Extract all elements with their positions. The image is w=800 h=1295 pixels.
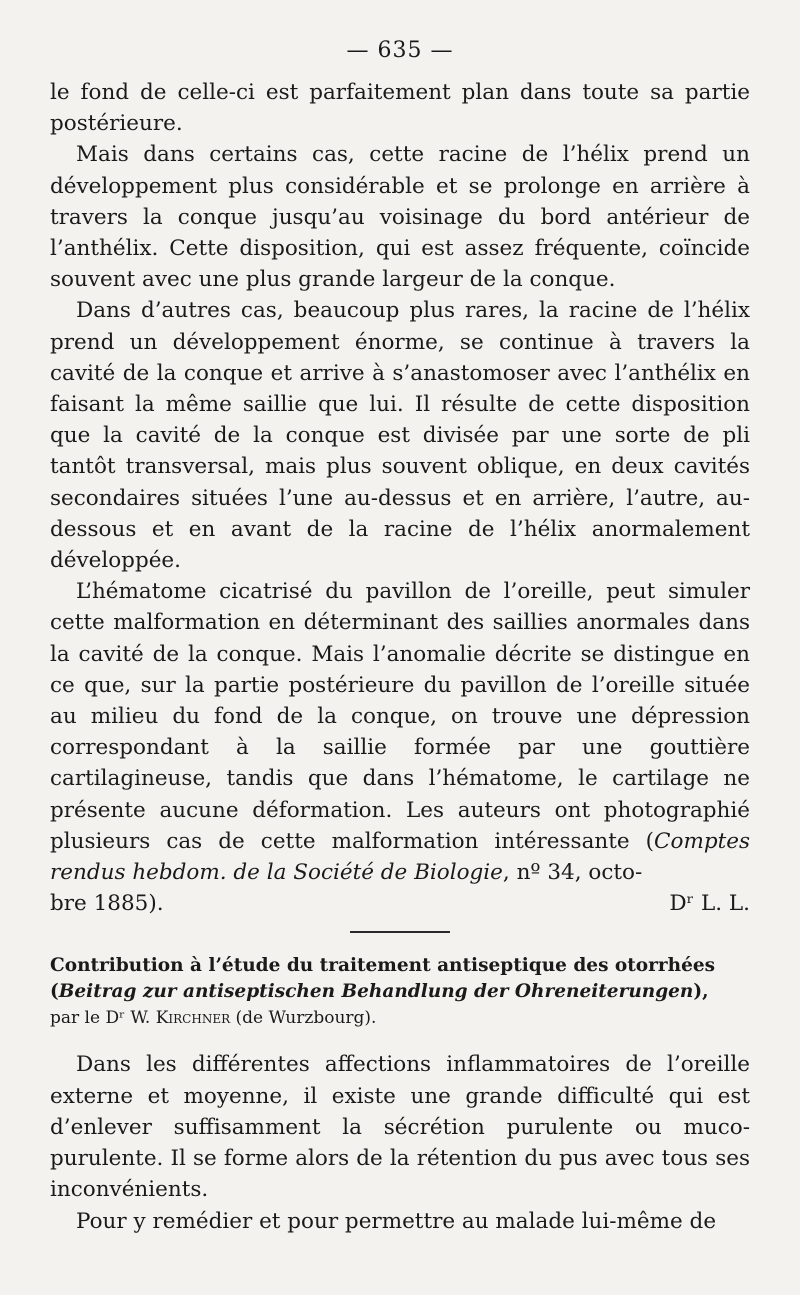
paragraph: Mais dans certains cas, cette racine de l’hélix prend un développement plus considérable et se prolonge en arrière à travers la conque jusqu’au voisinage du bord antérieur de l’anthélix. Cette disposition, qui est assez fréquente, coïncide souvent avec une plus grande largeur de la conque. bbox=[50, 142, 750, 293]
article-body bbox=[50, 1049, 750, 1236]
paragraph: Dans les différentes affections inflammatoires de l’oreille externe et moyenne, il existe une grande difficulté qui est d’enlever suffisamment la sécrétion purulente ou muco-purulente. Il se forme alors de la rétention du pus avec tous ses inconvénients. bbox=[50, 1052, 750, 1203]
article-continuation bbox=[50, 77, 750, 919]
paragraph: Dans d’autres cas, beaucoup plus rares, la racine de l’hélix prend un développement énorme, se continue à travers la cavité de la conque et arrive à s’anastomoser avec l’anthélix en faisant la même saillie que lui. Il résulte de cette disposition que la cavité de la conque est divisée par une sorte de pli tantôt transversal, mais plus souvent oblique, en deux cavités secondaires situées l’une au-dessus et en arrière, l’autre, au-dessous et en avant de la racine de l’hélix anormalement développée. bbox=[50, 298, 750, 574]
byline-author: Kirchner bbox=[155, 1008, 231, 1029]
article-subtitle: Beitrag zur antiseptischen Behandlung der Ohreneiterungen bbox=[58, 981, 694, 1003]
author-signature: Dʳ L. L. bbox=[669, 891, 750, 917]
article-header bbox=[50, 953, 750, 1031]
paragraph: le fond de celle-ci est parfaitement plan dans toute sa partie postérieure. bbox=[50, 80, 750, 137]
citation: Comptes rendus hebdom. de la Société de Biologie bbox=[50, 828, 750, 886]
paragraph: Pour y remédier et pour permettre au malade lui-même de bbox=[76, 1208, 717, 1234]
byline bbox=[50, 1008, 376, 1028]
signature-line bbox=[50, 888, 750, 919]
byline-prefix: par le Dʳ W. bbox=[50, 1008, 156, 1029]
page-number: — 635 — bbox=[346, 38, 454, 63]
subtitle-paren: ), bbox=[693, 981, 709, 1003]
byline-suffix: (de Wurzbourg). bbox=[230, 1008, 377, 1029]
subtitle-paren: ( bbox=[50, 981, 59, 1003]
paragraph-text: L’hématome cicatrisé du pavillon de l’oreille, peut simuler cette malformation en déterminant des saillies anormales dans la cavité de la conque. Mais l’anomalie décrite se distingue en ce que, sur la partie postérieure du pavillon de l’oreille située au milieu du fond de la conque, on trouve une dépression correspondant à la saillie formée par une gouttière cartilagineuse, tandis que dans l’hématome, le cartilage ne présente aucune déformation. Les auteurs ont photographié plusieurs cas de cette malformation intéressante ( bbox=[50, 579, 750, 854]
article-title: Contribution à l’étude du traitement antiseptique des otorrhées bbox=[50, 955, 716, 977]
paragraph-text: , nº 34, octo- bbox=[502, 860, 643, 886]
paragraph bbox=[50, 576, 750, 888]
section-divider bbox=[350, 931, 450, 933]
paragraph-text: bre 1885). bbox=[50, 891, 164, 917]
